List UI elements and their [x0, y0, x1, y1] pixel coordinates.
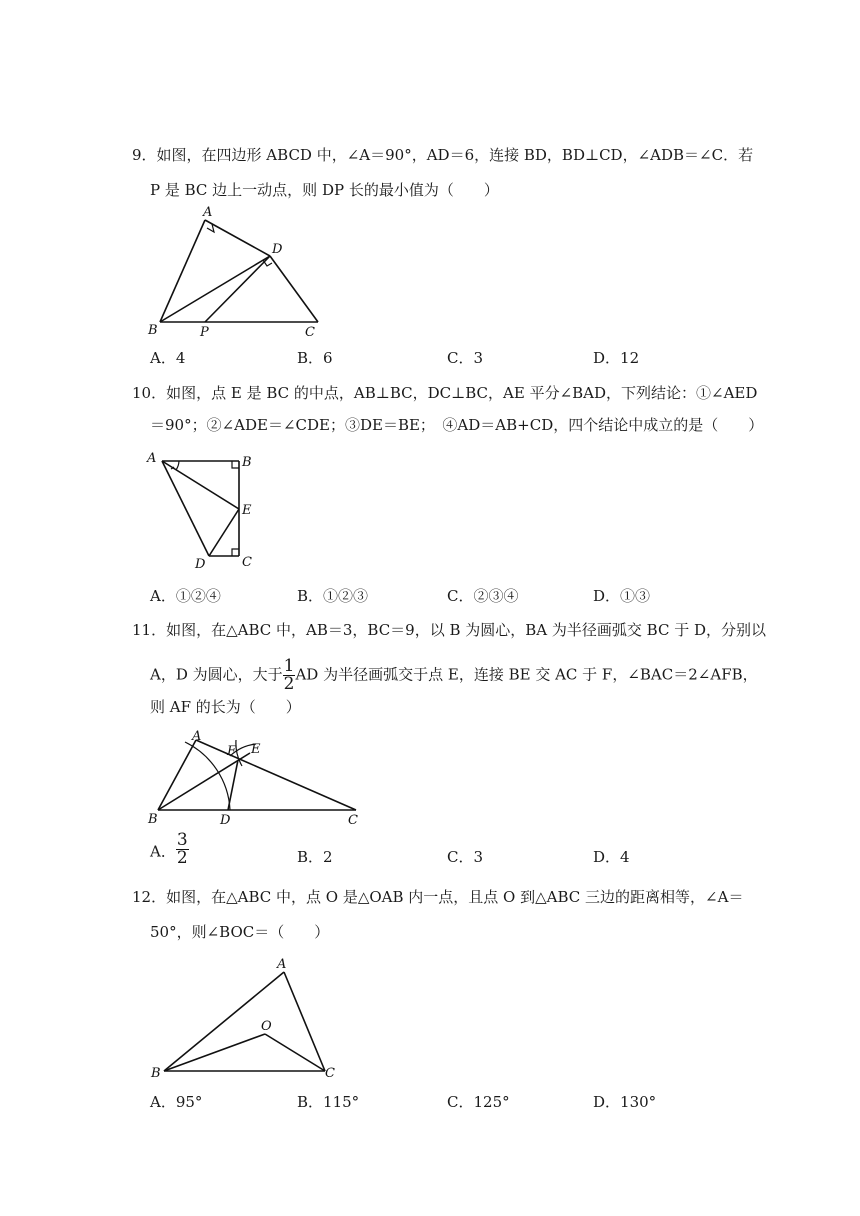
q10-option-b: B．①②③	[297, 587, 369, 605]
q12-seg-ac	[284, 972, 325, 1071]
q10-angle-mark	[176, 461, 179, 470]
q10-label-a: A	[147, 451, 157, 466]
q9-seg-dc	[270, 256, 318, 322]
q10-stem-line2: ＝90°；②∠ADE＝∠CDE；③DE＝BE； ④AD＝AB+CD，四个结论中成立的是（ ）	[150, 416, 764, 434]
q9-seg-ad	[205, 220, 270, 256]
q10-label-d: D	[195, 557, 206, 572]
q11-option-d: D．4	[593, 848, 630, 866]
q10-right-angle-c	[232, 549, 239, 556]
q11-seg-be	[158, 753, 250, 810]
q12-option-d: D．130°	[593, 1093, 657, 1111]
q11-option-a-prefix: A．	[150, 842, 176, 861]
q11-option-a-numerator: 3	[176, 830, 188, 850]
q10-figure	[140, 445, 270, 575]
q10-label-b: B	[242, 455, 252, 470]
q12-figure	[145, 950, 345, 1085]
q9-seg-ab	[160, 220, 205, 322]
q9-option-c: C．3	[447, 349, 484, 367]
q11-seg-ab	[158, 740, 196, 810]
q11-stem-line1: 11．如图，在△ABC 中，AB＝3，BC＝9，以 B 为圆心，BA 为半径画弧交 BC 于 D，分别以	[132, 621, 767, 639]
q11-option-c: C．3	[447, 848, 484, 866]
q11-figure	[140, 725, 370, 830]
q11-stem-line2-start: A，D 为圆心，大于	[150, 665, 283, 684]
q9-option-b: B．6	[297, 349, 333, 367]
q11-stem-line3: 则 AF 的长为（ ）	[150, 698, 301, 716]
q12-option-c: C．125°	[447, 1093, 510, 1111]
q12-option-a: A．95°	[150, 1093, 203, 1111]
q9-label-c: C	[305, 325, 315, 340]
q10-option-d: D．①③	[593, 587, 651, 605]
q11-option-a-fraction	[176, 832, 189, 867]
q9-label-d: D	[272, 242, 283, 257]
q12-seg-bo	[164, 1034, 265, 1071]
q11-stem-line2	[150, 658, 758, 693]
q11-fraction-denominator: 2	[283, 674, 295, 694]
q12-label-a: A	[277, 957, 287, 972]
q9-option-d: D．12	[593, 349, 640, 367]
q11-fraction-numerator: 1	[283, 656, 295, 676]
q10-label-c: C	[242, 555, 252, 570]
q11-label-c: C	[348, 813, 358, 828]
q9-label-p: P	[200, 325, 209, 340]
q9-figure	[140, 205, 340, 340]
q9-option-a: A．4	[150, 349, 186, 367]
q11-fraction-half	[283, 658, 296, 693]
q9-stem-line2: P 是 BC 边上一动点，则 DP 长的最小值为（ ）	[150, 181, 499, 199]
q10-label-e: E	[242, 503, 252, 518]
q12-stem-line1: 12．如图，在△ABC 中，点 O 是△OAB 内一点，且点 O 到△ABC 三边的距离相等，∠A＝	[132, 888, 744, 906]
q11-label-b: B	[148, 812, 158, 827]
q12-stem-line2: 50°，则∠BOC＝（ ）	[150, 923, 330, 941]
q9-stem-line1: 9．如图，在四边形 ABCD 中，∠A＝90°，AD＝6，连接 BD，BD⊥CD，∠ADB＝∠C．若	[132, 146, 754, 164]
q11-option-a-denominator: 2	[176, 848, 188, 868]
q11-label-a: A	[192, 729, 202, 744]
q9-label-a: A	[203, 205, 213, 220]
q12-seg-co	[265, 1034, 325, 1071]
q10-right-angle-b	[232, 461, 239, 468]
q9-label-b: B	[148, 323, 158, 338]
q11-label-f: F	[227, 744, 237, 759]
q12-label-c: C	[325, 1066, 335, 1081]
q11-option-a	[150, 830, 189, 868]
q11-option-b: B．2	[297, 848, 333, 866]
q12-label-b: B	[151, 1066, 161, 1081]
q11-stem-line2-end: AD 为半径画弧交于点 E，连接 BE 交 AC 于 F，∠BAC＝2∠AFB，	[295, 665, 758, 684]
q11-label-d: D	[220, 813, 231, 828]
q10-option-c: C．②③④	[447, 587, 519, 605]
q10-stem-line1: 10．如图，点 E 是 BC 的中点，AB⊥BC，DC⊥BC，AE 平分∠BAD，下列结论：①∠AED	[132, 384, 758, 402]
q12-option-b: B．115°	[297, 1093, 360, 1111]
q12-label-o: O	[261, 1019, 272, 1034]
q11-label-e: E	[251, 742, 261, 757]
q10-option-a: A．①②④	[150, 587, 221, 605]
